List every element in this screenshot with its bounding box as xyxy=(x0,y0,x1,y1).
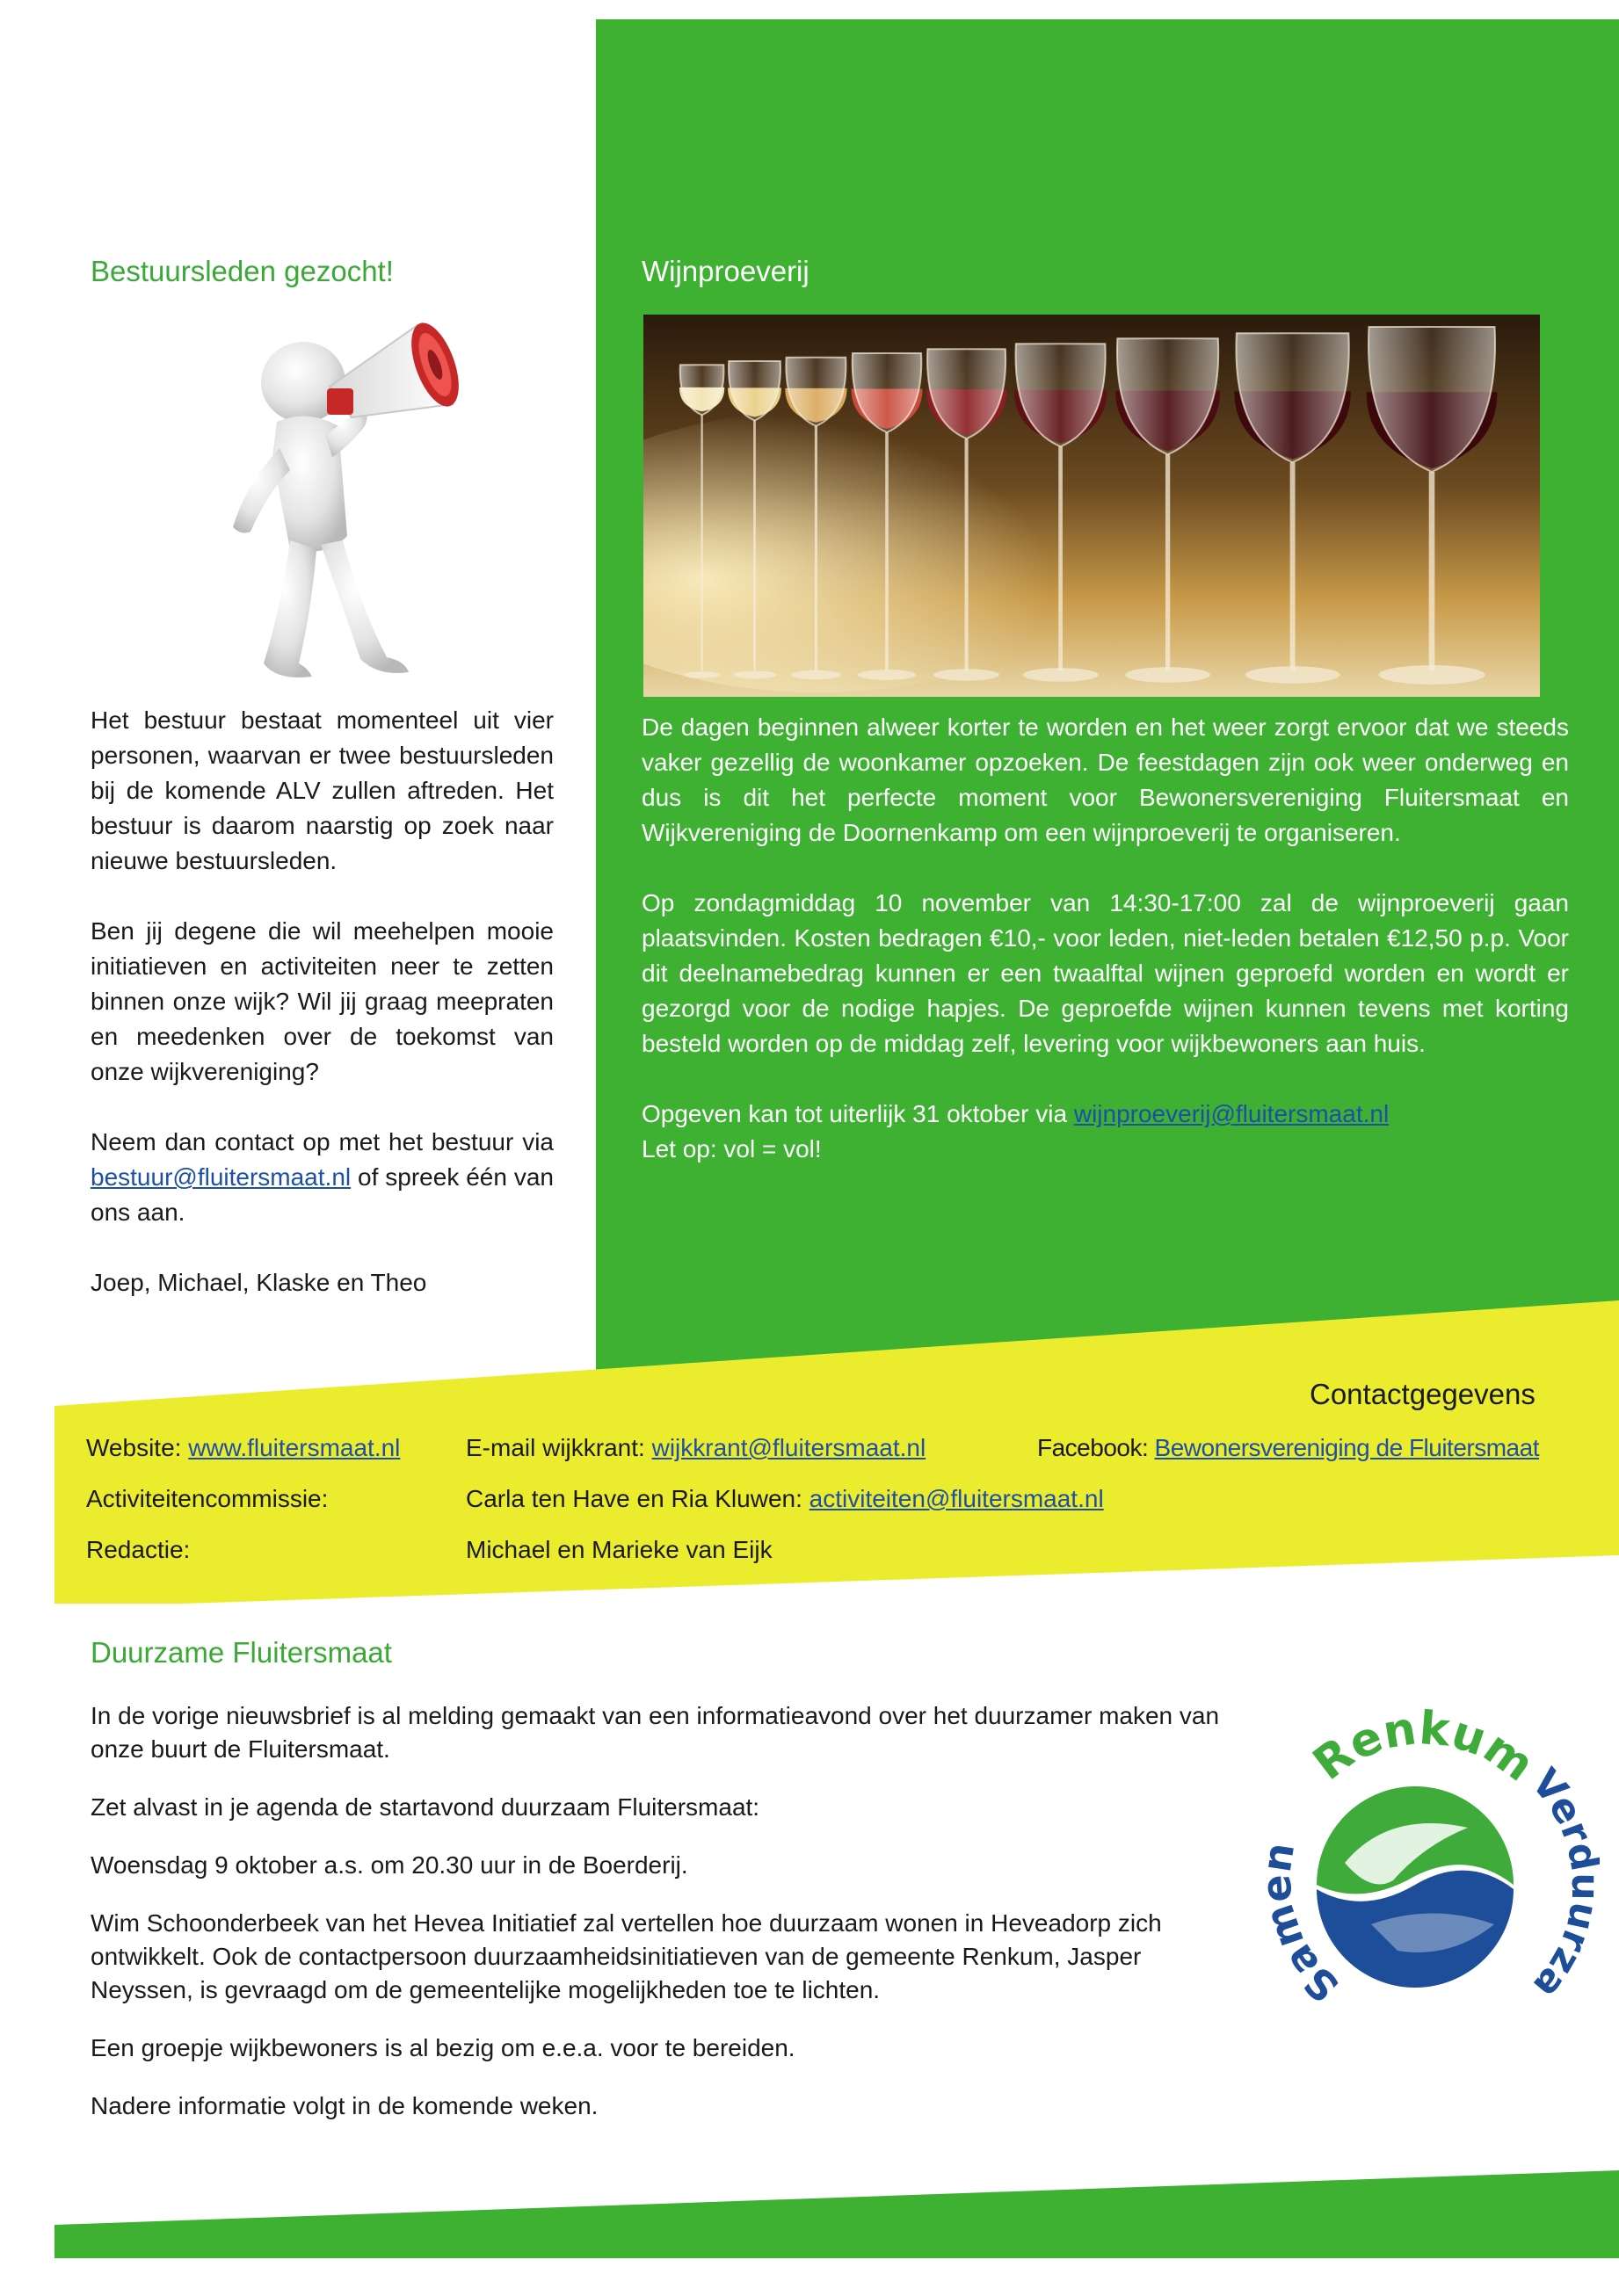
contact-details xyxy=(86,1434,1580,1575)
wine-signup-pre: Opgeven kan tot uiterlijk 31 oktober via xyxy=(642,1100,1074,1127)
wine-paragraph-3 xyxy=(642,1097,1569,1167)
bestuur-paragraph-2: Ben jij degene die wil meehelpen mooie initiatieven en activiteiten neer te zetten binnen onze wijk? Wil jij graag meepraten en meedenken over de toekomst van onze wijkvereniging? xyxy=(91,917,554,1085)
email-label: E-mail wijkkrant: xyxy=(466,1434,652,1461)
duurzaam-paragraph-3: Woensdag 9 oktober a.s. om 20.30 uur in de Boerderij. xyxy=(91,1851,688,1879)
logo-text-right: Ver rza xyxy=(1522,1760,1600,2008)
activity-committee-details xyxy=(466,1485,1104,1513)
wine-section xyxy=(642,255,1569,288)
megaphone-figure-illustration xyxy=(229,316,466,694)
wine-paragraph-2: Op zondagmiddag 10 november van 14:30-17:00 zal de wijnproeverij gaan plaatsvinden. Kosten bedragen €10,- voor leden, niet-leden betalen €12,50 p.p. Voor dit deelnamebedrag kunnen er een twaalftal wijnen geproefd worden en wordt er gezorgd voor de nodige hapjes. De geproefde wijnen kunnen tevens met korting besteld worden op de middag zelf, levering voor wijkbewoners aan huis. xyxy=(642,889,1569,1057)
left-column xyxy=(91,255,554,288)
left-column-body xyxy=(91,703,554,1336)
bestuur-contact-post: of spreek één van ons aan. xyxy=(91,1163,554,1226)
duurzaam-section xyxy=(91,1636,1233,2148)
bestuur-paragraph-3 xyxy=(91,1125,554,1230)
wine-signup-note: Let op: vol = vol! xyxy=(642,1135,822,1162)
activity-committee-names: Carla ten Have en Ria Kluwen: xyxy=(466,1485,810,1512)
bestuur-contact-pre: Neem dan contact op met het bestuur via xyxy=(91,1128,554,1155)
duurzaam-paragraph-2: Zet alvast in je agenda de startavond duurzaam Fluitersmaat: xyxy=(91,1793,760,1821)
section-title-bestuur: Bestuursleden gezocht! xyxy=(91,255,394,287)
section-title-wijnproeverij: Wijnproeverij xyxy=(642,255,810,287)
website-link[interactable]: www.fluitersmaat.nl xyxy=(188,1434,401,1461)
duurzaam-paragraph-5: Een groepje wijkbewoners is al bezig om e.e.a. voor te bereiden. xyxy=(91,2034,795,2061)
activity-email-link[interactable]: activiteiten@fluitersmaat.nl xyxy=(809,1485,1104,1512)
bestuur-paragraph-1: Het bestuur bestaat momenteel uit vier personen, waarvan er twee bestuursleden bij de komende ALV zullen aftreden. Het bestuur is daarom naarstig op zoek naar nieuwe bestuursleden. xyxy=(91,706,554,874)
bestuur-email-link[interactable]: bestuur@fluitersmaat.nl xyxy=(91,1163,352,1191)
wine-paragraph-1: De dagen beginnen alweer korter te worden en het weer zorgt ervoor dat we steeds vaker gezellig de woonkamer opzoeken. De feestdagen zijn ook weer onderweg en dus is dit het perfecte moment voor Bewonersvereniging Fluitersmaat en Wijkvereniging de Doornenkamp om een wijnproeverij te organiseren. xyxy=(642,713,1569,846)
bottom-green-stripe xyxy=(0,2170,1619,2285)
logo-text-left: Samen xyxy=(1252,1839,1348,2012)
duurzaam-paragraph-6: Nadere informatie volgt in de komende weken. xyxy=(91,2092,599,2119)
contact-heading: Contactgegevens xyxy=(1310,1378,1536,1410)
bestuur-signature: Joep, Michael, Klaske en Theo xyxy=(91,1269,427,1296)
duurzaam-paragraph-4: Wim Schoonderbeek van het Hevea Initiatief zal vertellen hoe duurzaam wonen in Heveadorp zich ontwikkelt. Ook de contactpersoon duurzaamheidsinitiatieven van de gemeente Renkum, Jasper Neyssen, is gevraagd om de gemeentelijke mogelijkheden toe te lichten. xyxy=(91,1909,1162,2003)
wine-body xyxy=(642,710,1569,1167)
editorial-names: Michael en Marieke van Eijk xyxy=(466,1536,773,1563)
editorial-label: Redactie: xyxy=(86,1536,191,1563)
facebook-link[interactable]: Bewonersvereniging de Fluitersmaat xyxy=(1154,1434,1539,1461)
contact-facebook xyxy=(1037,1434,1539,1462)
logo-text-top: Renkum xyxy=(1303,1702,1543,1793)
wijkkrant-email-link[interactable]: wijkkrant@fluitersmaat.nl xyxy=(651,1434,926,1461)
facebook-label: Facebook: xyxy=(1037,1434,1155,1461)
activity-committee-label: Activiteitencommissie: xyxy=(86,1485,329,1512)
contact-email xyxy=(466,1434,926,1462)
samen-renkum-verduurzaamt-logo xyxy=(1239,1696,1600,2056)
website-label: Website: xyxy=(86,1434,189,1461)
duurzaam-paragraph-1: In de vorige nieuwsbrief is al melding gemaakt van een informatieavond over het duurzamer maken van onze buurt de Fluitersmaat. xyxy=(91,1702,1220,1763)
contact-website xyxy=(86,1434,400,1462)
svg-text:Renkum xyxy=(1303,1702,1543,1792)
section-title-duurzaam: Duurzame Fluitersmaat xyxy=(91,1636,392,1669)
wine-email-link[interactable]: wijnproeverij@fluitersmaat.nl xyxy=(1073,1100,1390,1127)
wine-glasses-photo xyxy=(643,315,1540,697)
